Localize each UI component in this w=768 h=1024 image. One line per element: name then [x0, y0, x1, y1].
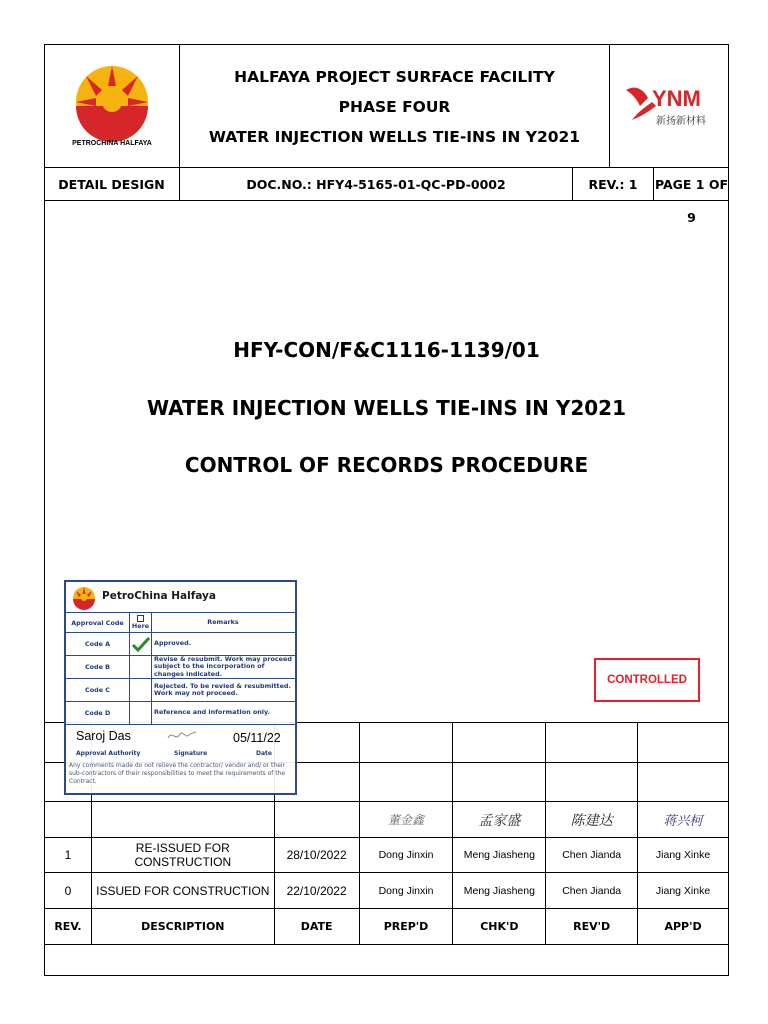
revision-number: REV.: 1: [573, 168, 654, 201]
petrochina-logo-icon: [72, 62, 152, 142]
table-row: [45, 873, 729, 909]
stamp-code-c: Code C: [66, 679, 130, 701]
stamp-remark-a: Approved.: [154, 639, 192, 648]
stamp-tick-b: [130, 656, 152, 678]
stamp-note: Any comments made do not relieve the contractor/ vendor and/ or their sub-contractors of their responsibilities to meet the requirements of the Contract.: [69, 762, 286, 785]
signature-row: [45, 802, 729, 838]
stamp-remark-c: Rejected. To be revied & resubmitted. Work may not proceed.: [154, 681, 291, 697]
stamp-col-tick: Here: [130, 613, 152, 632]
contractor-logo-cell: [610, 44, 729, 168]
svg-text:YNM: YNM: [652, 86, 701, 111]
design-stage: DETAIL DESIGN: [44, 168, 180, 201]
header-title-line1: HALFAYA PROJECT SURFACE FACILITY: [234, 68, 555, 86]
stamp-header: [66, 582, 295, 613]
stamp-label-signature: Signature: [174, 750, 208, 757]
document-title: CONTROL OF RECORDS PROCEDURE: [184, 453, 589, 477]
appd-cell: Jiang Xinke: [638, 838, 729, 873]
approval-stamp: [64, 580, 297, 795]
table-header-row: [45, 909, 729, 945]
document-number: DOC.NO.: HFY4-5165-01-QC-PD-0002: [180, 168, 573, 201]
chkd-cell: Meng Jiasheng: [453, 873, 546, 909]
stamp-label-row: [66, 750, 295, 760]
stamp-signature-row: [66, 725, 295, 750]
description-cell: ISSUED FOR CONSTRUCTION: [91, 873, 274, 909]
header-rev: REV.: [45, 909, 92, 945]
prepd-cell: Dong Jinxin: [359, 838, 453, 873]
stamp-code-row: [66, 702, 295, 725]
stamp-signer: Saroj Das: [76, 729, 131, 743]
chkd-cell: Meng Jiasheng: [453, 838, 546, 873]
handwritten-signature-icon: [166, 728, 198, 744]
stamp-code-d: Code D: [66, 702, 130, 724]
page-number: PAGE 1 OF 9: [654, 177, 729, 225]
reference-number: HFY-CON/F&C1116-1139/01: [233, 338, 540, 362]
stamp-code-row: [66, 656, 295, 679]
stamp-col-remarks: Remarks: [207, 617, 239, 626]
stamp-code-row: [66, 633, 295, 656]
stamp-code-a: Code A: [66, 633, 130, 655]
checkmark-icon: [131, 636, 151, 652]
header-date: DATE: [274, 909, 359, 945]
stamp-label-authority: Approval Authority: [76, 750, 141, 757]
svg-text:新扬新材料: 新扬新材料: [656, 116, 706, 127]
petrochina-small-logo-icon: [72, 586, 96, 610]
date-cell: 22/10/2022: [274, 873, 359, 909]
header-chkd: CHK'D: [453, 909, 546, 945]
header-title-line3: WATER INJECTION WELLS TIE-INS IN Y2021: [208, 128, 581, 146]
controlled-stamp: CONTROLLED: [594, 658, 700, 702]
stamp-col-code: Approval Code: [66, 613, 130, 632]
stamp-tick-d: [130, 702, 152, 724]
signature-prepd: 董金鑫: [359, 802, 453, 838]
document-info-row: [44, 168, 729, 225]
stamp-remark-b: Revise & resubmit. Work may proceed subject to the incorporation of changes indicated.: [154, 654, 292, 678]
revd-cell: Chen Jianda: [546, 838, 638, 873]
appd-cell: Jiang Xinke: [638, 873, 729, 909]
revd-cell: Chen Jianda: [546, 873, 638, 909]
project-title: WATER INJECTION WELLS TIE-INS IN Y2021: [147, 396, 626, 420]
header-title-line2: PHASE FOUR: [338, 98, 451, 116]
signature-appd: 蒋兴柯: [638, 802, 729, 838]
stamp-code-b: Code B: [66, 656, 130, 678]
rev-cell: 1: [45, 838, 92, 873]
stamp-tick-c: [130, 679, 152, 701]
stamp-label-date: Date: [256, 750, 272, 757]
client-logo-cell: [44, 44, 180, 168]
signature-chkd: 孟家盛: [453, 802, 546, 838]
stamp-sign-date: 05/11/22: [233, 731, 281, 745]
header-appd: APP'D: [638, 909, 729, 945]
ynm-logo-icon: [622, 80, 722, 130]
stamp-brand: PetroChina Halfaya: [102, 590, 216, 602]
stamp-code-row: [66, 679, 295, 702]
stamp-remark-d: Reference and information only.: [154, 708, 270, 717]
rev-cell: 0: [45, 873, 92, 909]
tick-box-icon: [137, 615, 144, 622]
date-cell: 28/10/2022: [274, 838, 359, 873]
header-title-block: [180, 44, 610, 168]
table-row: [45, 838, 729, 873]
prepd-cell: Dong Jinxin: [359, 873, 453, 909]
description-cell: RE-ISSUED FOR CONSTRUCTION: [91, 838, 274, 873]
client-logo-text: PETROCHINA HALFAYA: [72, 140, 152, 147]
signature-revd: 陈建达: [546, 802, 638, 838]
header-revd: REV'D: [546, 909, 638, 945]
stamp-tick-a: [130, 633, 152, 655]
header-description: DESCRIPTION: [91, 909, 274, 945]
stamp-header-row: [66, 613, 295, 633]
header-prepd: PREP'D: [359, 909, 453, 945]
